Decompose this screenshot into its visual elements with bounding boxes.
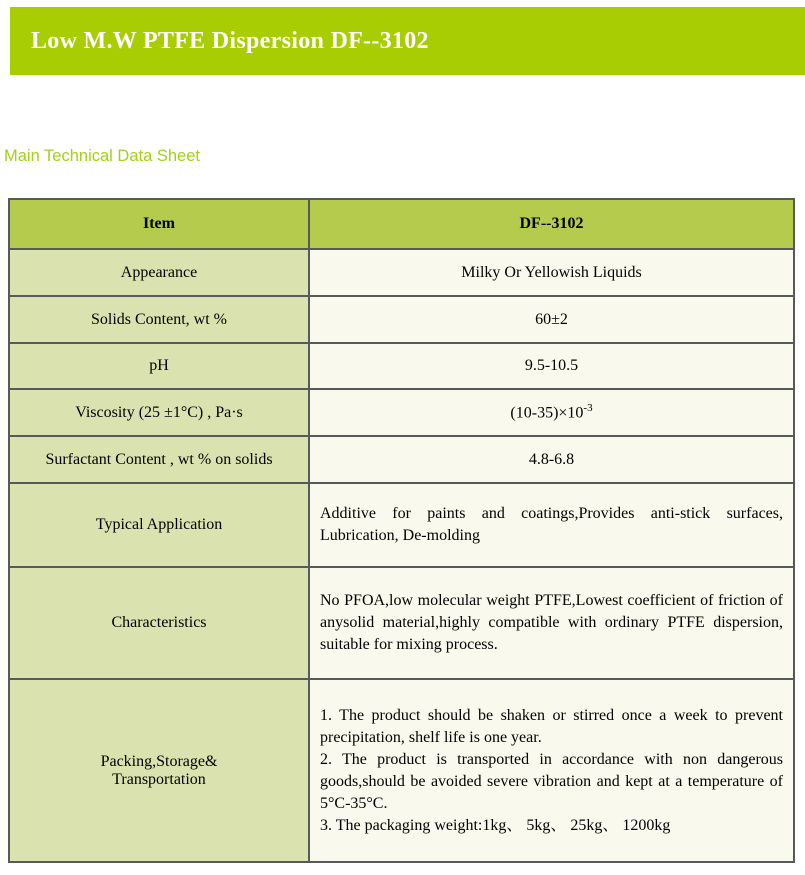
table-row bbox=[9, 343, 794, 389]
packing-label-line2: Transportation bbox=[112, 770, 206, 788]
title-banner bbox=[10, 7, 805, 75]
row-appearance-value: Milky Or Yellowish Liquids bbox=[309, 249, 794, 296]
technical-data-table bbox=[8, 198, 795, 863]
row-solids-content-value: 60±2 bbox=[309, 296, 794, 343]
row-viscosity-label: Viscosity (25 ±1°C) , Pa·s bbox=[9, 389, 309, 436]
header-df3102: DF--3102 bbox=[309, 199, 794, 249]
row-typical-application-label: Typical Application bbox=[9, 483, 309, 567]
row-solids-content-label: Solids Content, wt % bbox=[9, 296, 309, 343]
row-surfactant-value: 4.8-6.8 bbox=[309, 436, 794, 483]
table-row bbox=[9, 483, 794, 567]
row-characteristics-label: Characteristics bbox=[9, 567, 309, 679]
table-row bbox=[9, 249, 794, 296]
row-typical-application-value: Additive for paints and coatings,Provides anti-stick surfaces, Lubrication, De-molding bbox=[309, 483, 794, 567]
viscosity-value-exponent: -3 bbox=[583, 402, 593, 415]
row-viscosity-value bbox=[309, 389, 794, 436]
table-row bbox=[9, 389, 794, 436]
row-ph-value: 9.5-10.5 bbox=[309, 343, 794, 389]
header-item: Item bbox=[9, 199, 309, 249]
row-characteristics-value: No PFOA,low molecular weight PTFE,Lowest coefficient of friction of anysolid material,highly compatible with ordinary PTFE dispersion, suitable for mixing process. bbox=[309, 567, 794, 679]
table-row bbox=[9, 679, 794, 862]
packing-note-1: 1. The product should be shaken or stirred once a week to prevent precipitation, shelf life is one year. bbox=[320, 706, 783, 746]
page-title: Low M.W PTFE Dispersion DF--3102 bbox=[31, 27, 429, 54]
row-packing-value bbox=[309, 679, 794, 862]
table-header-row bbox=[9, 199, 794, 249]
table-row bbox=[9, 296, 794, 343]
table-row bbox=[9, 436, 794, 483]
row-appearance-label: Appearance bbox=[9, 249, 309, 296]
packing-note-2: 2. The product is transported in accordance with non dangerous goods,should be avoided severe vibration and kept at a temperature of 5°C-35°C. bbox=[320, 750, 783, 812]
row-surfactant-label: Surfactant Content , wt % on solids bbox=[9, 436, 309, 483]
packing-label-line1: Packing,Storage& bbox=[100, 752, 218, 770]
viscosity-value-base: (10-35)×10 bbox=[510, 404, 584, 422]
table-row bbox=[9, 567, 794, 679]
row-ph-label: pH bbox=[9, 343, 309, 389]
section-heading: Main Technical Data Sheet bbox=[4, 147, 200, 165]
row-packing-label bbox=[9, 679, 309, 862]
packing-note-3: 3. The packaging weight:1kg、 5kg、 25kg、 1200kg bbox=[320, 816, 671, 834]
